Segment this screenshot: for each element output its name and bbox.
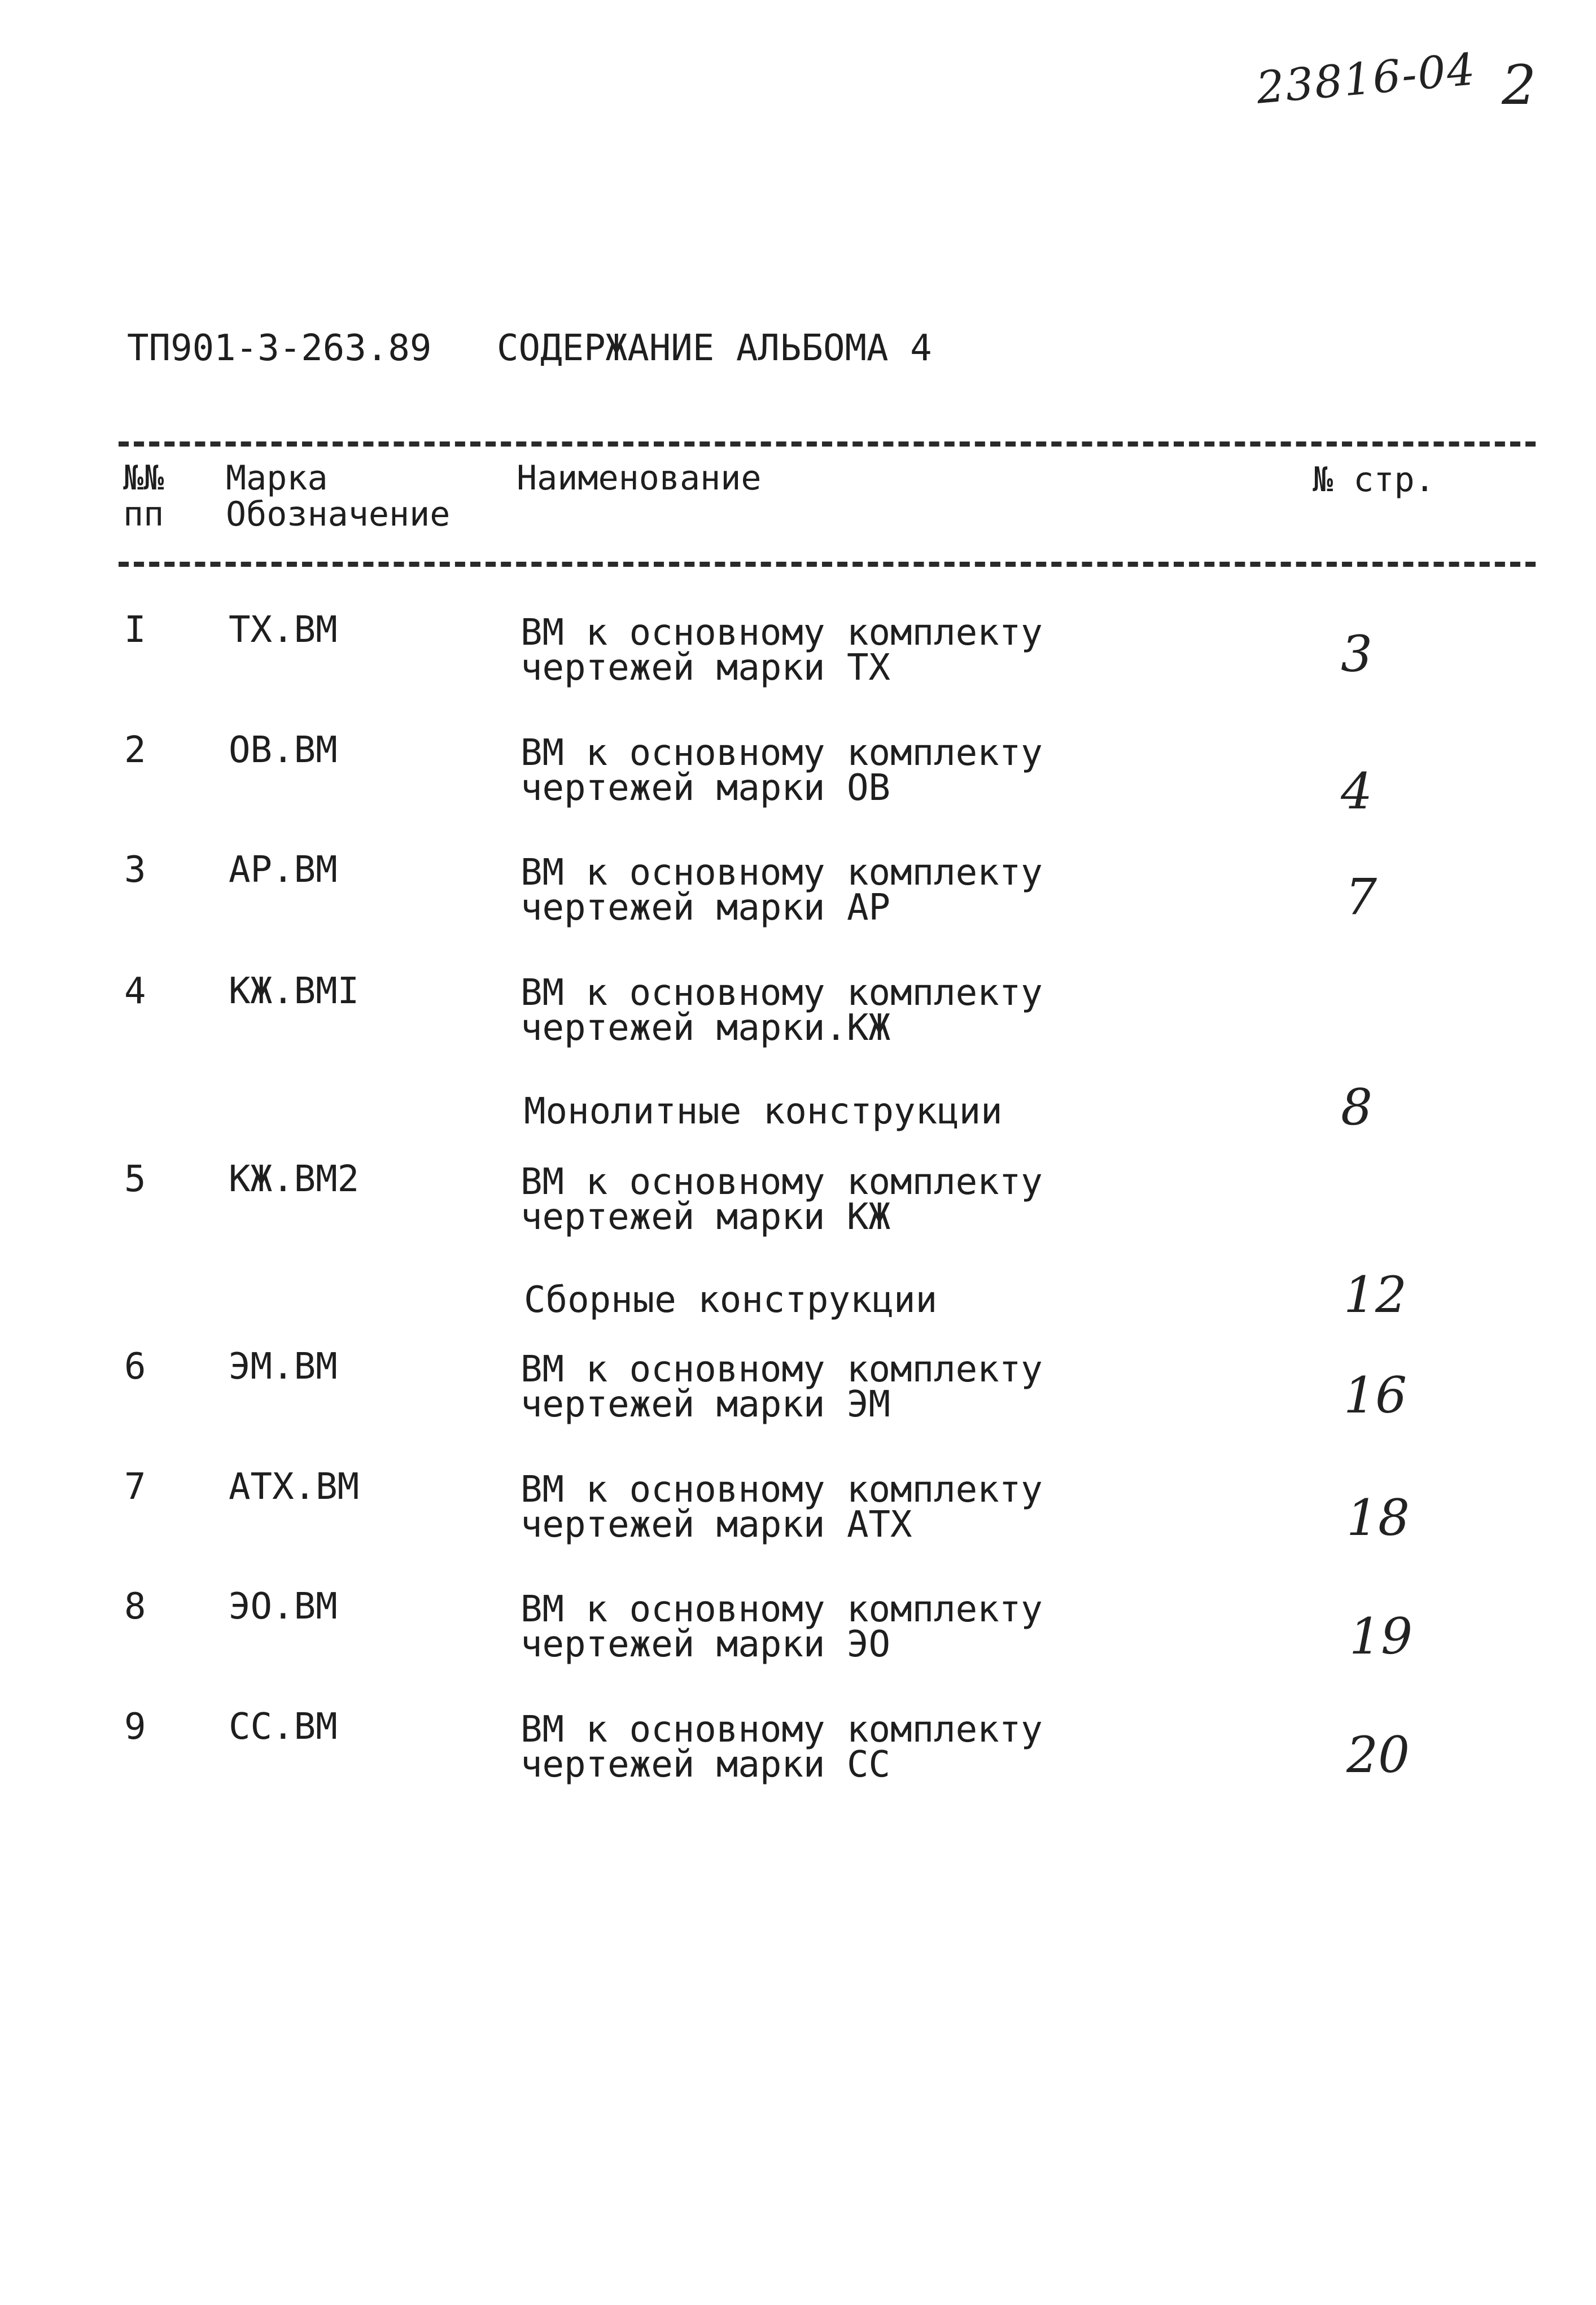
row-3-name-line2: чертежей марки АР [521, 887, 891, 929]
row-8-name [521, 1589, 1043, 1665]
row-2-name-line1: ВМ к основному комплекту [521, 732, 1043, 774]
row-3-name-line1: ВМ к основному комплекту [521, 852, 1043, 894]
row-6-name-line2: чертежей марки ЭМ [521, 1384, 891, 1425]
row-7-name-line1: ВМ к основному комплекту [521, 1469, 1043, 1511]
document-number: 23816-04 [1254, 44, 1478, 114]
row-3-mark: АР.ВМ [229, 849, 338, 891]
row-8-name-line1: ВМ к основному комплекту [521, 1589, 1043, 1630]
table-header-divider [119, 562, 1536, 567]
row-5-mark: КЖ.ВМ2 [229, 1158, 360, 1200]
row-4-name-line2: чертежей марки.КЖ [521, 1007, 891, 1049]
row-9-name-line2: чертежей марки СС [521, 1744, 891, 1786]
row-5-name-line1: ВМ к основному комплекту [521, 1161, 1043, 1203]
row-4-number: 4 [124, 970, 146, 1012]
row-1-name-line1: ВМ к основному комплекту [521, 612, 1043, 654]
row-1-number: I [124, 609, 146, 651]
row-5-subtitle: Сборные конструкции [524, 1279, 938, 1321]
row-8-page: 19 [1349, 1607, 1413, 1665]
row-9-number: 9 [124, 1706, 146, 1748]
row-9-name-line1: ВМ к основному комплекту [521, 1709, 1043, 1751]
row-9-mark: СС.ВМ [229, 1706, 338, 1748]
header-number [123, 460, 174, 532]
header-name: Наименование [517, 458, 762, 498]
row-2-page: 4 [1341, 762, 1372, 820]
row-9-name [521, 1709, 1043, 1786]
row-7-page: 18 [1346, 1489, 1410, 1547]
row-1-name [521, 612, 1043, 689]
row-6-mark: ЭМ.ВМ [229, 1346, 338, 1388]
row-4-subtitle: Монолитные конструкции [524, 1091, 1003, 1132]
row-6-number: 6 [124, 1346, 146, 1388]
row-9-page: 20 [1346, 1726, 1410, 1784]
row-2-number: 2 [124, 729, 146, 771]
row-5-name [521, 1161, 1043, 1238]
header-number-line2: пп [123, 495, 164, 534]
row-5-number: 5 [124, 1158, 146, 1200]
row-6-name [521, 1349, 1043, 1425]
sheet-number: 2 [1502, 54, 1537, 117]
row-8-name-line2: чертежей марки ЭО [521, 1624, 891, 1665]
header-page: № стр. [1313, 460, 1435, 500]
page-title: СОДЕРЖАНИЕ АЛЬБОМА 4 [497, 327, 932, 369]
row-3-page: 7 [1345, 868, 1377, 926]
row-5-page: 12 [1344, 1266, 1407, 1324]
row-1-mark: ТХ.ВМ [229, 609, 338, 651]
row-8-mark: ЭО.ВМ [229, 1586, 338, 1628]
row-3-number: 3 [124, 849, 146, 891]
row-4-name-line1: ВМ к основному комплекту [521, 972, 1043, 1014]
row-2-mark: ОВ.ВМ [229, 729, 338, 771]
row-2-name [521, 732, 1043, 809]
row-8-number: 8 [124, 1586, 146, 1628]
row-3-name [521, 852, 1043, 929]
header-number-line1: №№ [123, 458, 164, 498]
row-1-name-line2: чертежей марки ТХ [521, 647, 891, 689]
header-mark-line2: Обозначение [226, 495, 451, 534]
row-4-mark: КЖ.ВМI [229, 970, 360, 1012]
header-mark [226, 460, 450, 532]
header-mark-line1: Марка [226, 458, 328, 498]
row-4-name [521, 972, 1043, 1049]
row-1-page: 3 [1341, 625, 1372, 683]
row-6-page: 16 [1344, 1366, 1407, 1424]
row-7-name [521, 1469, 1043, 1546]
row-5-name-line2: чертежей марки КЖ [521, 1196, 891, 1238]
row-2-name-line2: чертежей марки ОВ [521, 767, 891, 809]
row-4-page: 8 [1341, 1078, 1372, 1136]
row-7-name-line2: чертежей марки АТХ [521, 1504, 912, 1546]
row-7-mark: АТХ.ВМ [229, 1466, 360, 1508]
row-6-name-line1: ВМ к основному комплекту [521, 1349, 1043, 1390]
project-code: ТП901-3-263.89 [127, 327, 432, 369]
row-7-number: 7 [124, 1466, 146, 1508]
table-top-divider [119, 441, 1536, 447]
